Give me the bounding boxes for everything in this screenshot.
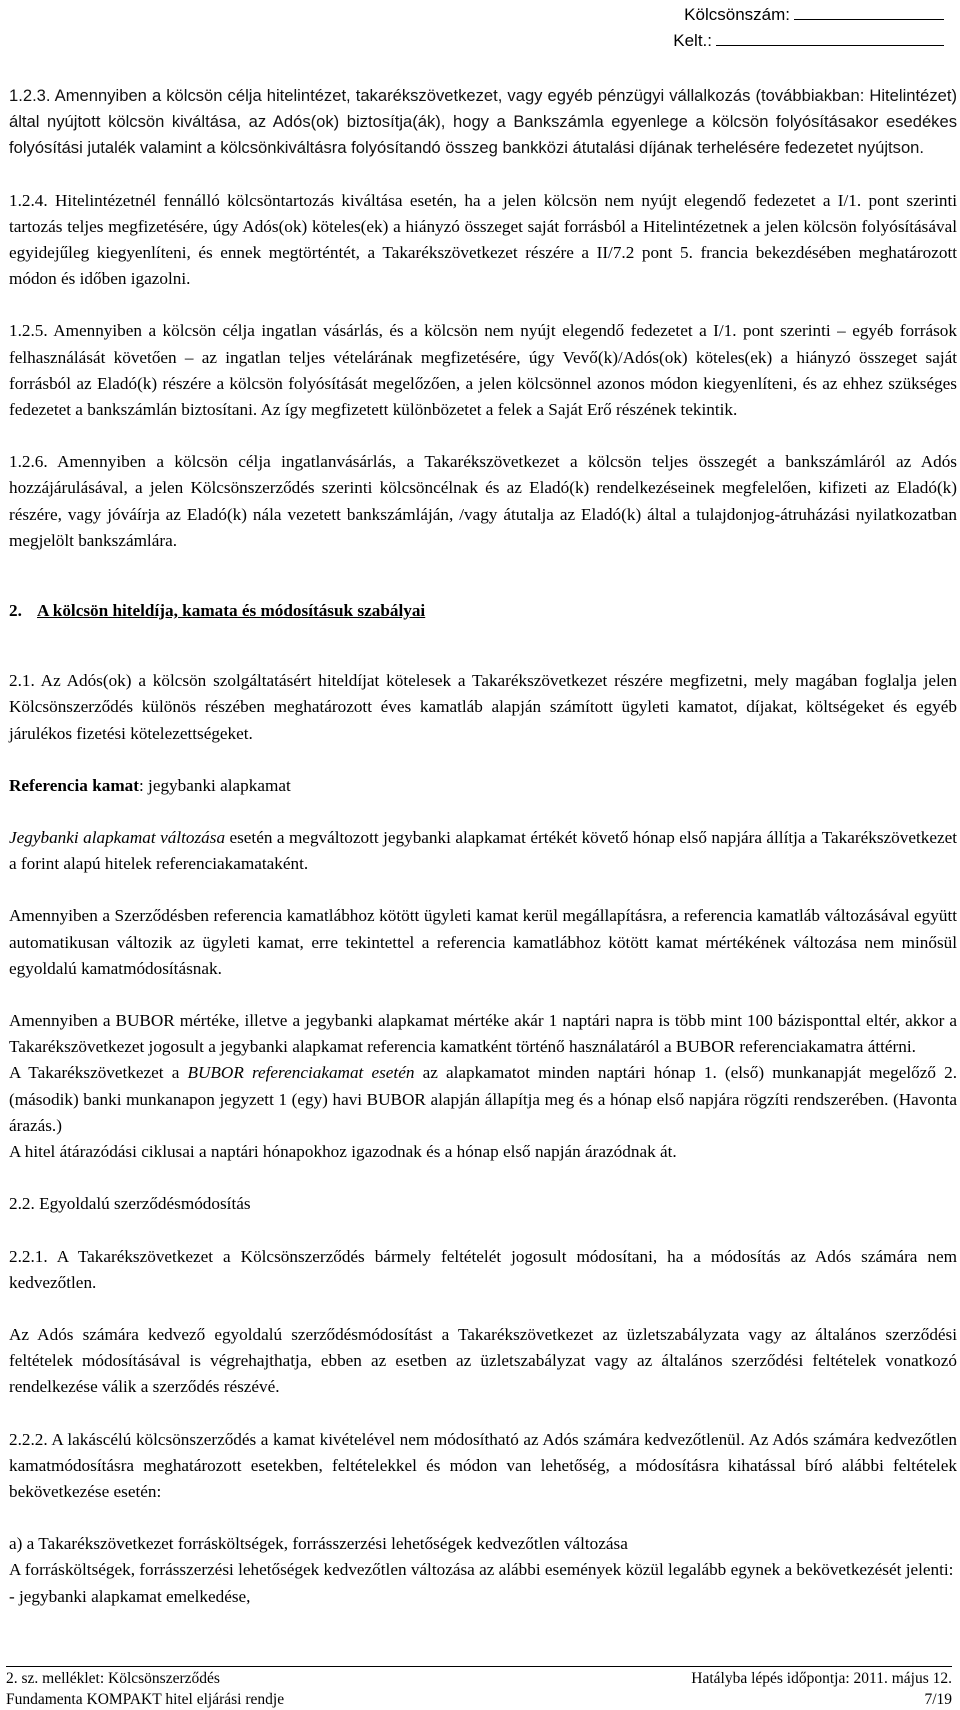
- bubor-pricing-post: az alapkamatot minden naptári hónap 1. (első) munkanapját megelőző 2. (második) banki munkanapon jegyzett 1 (egy) havi BUBOR alapján állapítja meg és a hónap első napjára rögzíti rendszerében. (Havonta árazás.): [9, 1063, 957, 1135]
- list-item-dash: - jegybanki alapkamat emelkedése,: [9, 1586, 251, 1606]
- reference-rate-label: Referencia kamat: [9, 775, 139, 795]
- paragraph-favorable-modification: Az Adós számára kedvező egyoldalú szerződésmódosítást a Takarékszövetkezet az üzletszabályzata vagy az általános szerződési feltételek módosításával is végrehajthatja, ebben az esetben az üzletszabályzat vagy az általános szerződési feltételek vonatkozó rendelkezése válik a szerződés részévé.: [9, 1324, 957, 1397]
- section-2-heading: [9, 598, 957, 624]
- footer-effective-date: Hatályba lépés időpontja: 2011. május 12.: [691, 1670, 952, 1687]
- base-rate-change-text: esetén a megváltozott jegybanki alapkamat értékét követő hónap első napjára állítja a Takarékszövetkezet a forint alapú hitelek referenciakamataként.: [9, 828, 957, 874]
- base-rate-change-term: Jegybanki alapkamat változása: [9, 828, 226, 848]
- paragraph-1-2-4: 1.2.4. Hitelintézetnél fennálló kölcsöntartozás kiváltása esetén, ha a jelen kölcsön nem nyújt elegendő fedezetet a I/1. pont szerinti tartozás teljes megfizetésére, úgy Adós(ok) köteles(ek) a hiányzó összeget saját forrásból a Hitelintézetnek a jelen kölcsön folyósításával egyidejűleg kiegyenlíteni, és ennek megtörténtét, a Takarékszövetkezet részére a II/7.2 pont 5. francia bekezdésében meghatározott módon és időben igazolni.: [9, 190, 957, 289]
- bubor-pricing-term: BUBOR referenciakamat esetén: [187, 1063, 415, 1083]
- loan-number-blank: [794, 3, 944, 20]
- paragraph-reference-rate-contract: Amennyiben a Szerződésben referencia kamatlábhoz kötött ügyleti kamat kerül megállapításra, a referencia kamatláb változásával együtt automatikusan változik az ügyleti kamat, erre tekintettel a referencia kamatlábhoz kötött kamat mértékének változása nem minősül egyoldalú kamatmódosításnak.: [9, 906, 957, 978]
- paragraph-bubor-switch: Amennyiben a BUBOR mértéke, illetve a jegybanki alapkamat mértéke akár 1 naptári napra is több mint 100 bázisponttal eltér, akkor a Takarékszövetkezet jogosult a jegybanki alapkamat referencia kamatként történő használatáról a BUBOR referenciakamatra áttérni.: [9, 1011, 957, 1057]
- paragraph-2-2-2: 2.2.2. A lakáscélú kölcsönszerződés a kamat kivételével nem módosítható az Adós számára kedvezőtlenül. Az Adós számára kedvezőtlen kamatmódosításra meghatározott esetekben, feltételekkel és módon van lehetőség, a módosításra kihatással bíró alábbi feltételek bekövetkezése esetén:: [9, 1429, 957, 1501]
- bubor-pricing-pre: A Takarékszövetkezet a: [9, 1063, 188, 1083]
- reference-rate-value: : jegybanki alapkamat: [138, 775, 291, 795]
- document-body: [9, 83, 957, 1610]
- document-footer: [6, 1666, 952, 1710]
- section-2-title: A kölcsön hiteldíja, kamata és módosításuk szabályai: [37, 601, 426, 621]
- paragraph-bubor-pricing: [9, 1060, 957, 1139]
- footer-attachment: 2. sz. melléklet: Kölcsönszerződés: [6, 1670, 220, 1687]
- date-label: Kelt.:: [673, 31, 712, 50]
- list-item-a-description: A forrásköltségek, forrásszerzési lehetőségek kedvezőtlen változása az alábbi események közül legalább egynek a bekövetkezését jelenti:: [9, 1560, 954, 1580]
- document-header: [644, 2, 944, 54]
- date-blank: [716, 29, 944, 46]
- paragraph-2-2-1: 2.2.1. A Takarékszövetkezet a Kölcsönszerződés bármely feltételét jogosult módosítani, ha a módosítás az Adós számára nem kedvezőtlen.: [9, 1246, 957, 1292]
- footer-procedure-title: Fundamenta KOMPAKT hitel eljárási rendje: [6, 1691, 285, 1708]
- reference-rate-line: [9, 773, 957, 799]
- footer-row-2: [6, 1689, 952, 1710]
- heading-2-2: 2.2. Egyoldalú szerződésmódosítás: [9, 1194, 251, 1214]
- footer-row-1: [6, 1666, 952, 1689]
- paragraph-1-2-3: 1.2.3. Amennyiben a kölcsön célja hitelintézet, takarékszövetkezet, vagy egyéb pénzügyi vállalkozás (továbbiakban: Hitelintézet) által nyújtott kölcsön kiváltása, az Adós(ok) biztosítja(ák), hogy a Bankszámla egyenlege a kölcsön folyósításakor esedékes folyósítási jutalék valamint a kölcsönkiváltásra folyósítandó összeg bankközi átutalási díjának terhelésére fedezetet nyújtson.: [9, 86, 957, 158]
- section-2-number: 2.: [9, 601, 22, 621]
- paragraph-repricing-cycle: A hitel átárazódási ciklusai a naptári hónapokhoz igazodnak és a hónap első napján árazódnak át.: [9, 1142, 677, 1162]
- date-row: [644, 28, 944, 54]
- list-item-a: a) a Takarékszövetkezet forrásköltségek, forrásszerzési lehetőségek kedvezőtlen változása: [9, 1534, 628, 1554]
- paragraph-1-2-5: 1.2.5. Amennyiben a kölcsön célja ingatlan vásárlás, és a kölcsön nem nyújt elegendő fedezetet a I/1. pont szerinti – egyéb források felhasználását követően – az ingatlan teljes vételárának megfizetésére, úgy Vevő(k)/Adós(ok) köteles(ek) a hiányzó összeget saját forrásból az Eladó(k) részére a kölcsön folyósítását megelőzően, a jelen kölcsönnel azonos módon kiegyenlíteni, és az ehhez szükséges fedezetet a bankszámlán biztosítani. Az így megfizetett különbözetet a felek a Saját Erő részének tekintik.: [9, 321, 957, 420]
- footer-page-number: 7/19: [924, 1691, 952, 1708]
- loan-number-row: [644, 2, 944, 28]
- paragraph-1-2-6: 1.2.6. Amennyiben a kölcsön célja ingatlanvásárlás, a Takarékszövetkezet a kölcsön teljes összegét a bankszámláról az Adós hozzájárulásával, a jelen Kölcsönszerződés szerinti kölcsöncélnak és az Eladó(k) rendelkezéseinek megfelelően, kifizeti az Eladó(k) részére, vagy jóváírja az Eladó(k) nála vezetett bankszámláján, /vagy átutalja az Eladó(k) által a tulajdonjog-átruházási nyilatkozatban megjelölt bankszámlára.: [9, 452, 957, 550]
- paragraph-2-1: 2.1. Az Adós(ok) a kölcsön szolgáltatásért hiteldíjat kötelesek a Takarékszövetkezet részére megfizetni, mely magában foglalja jelen Kölcsönszerződés különös részében meghatározott éves kamatláb alapján számított ügyleti kamatot, díjakat, költségeket és egyéb járulékos fizetési kötelezettségeket.: [9, 671, 957, 743]
- loan-number-label: Kölcsönszám:: [684, 5, 790, 24]
- base-rate-change-paragraph: [9, 825, 957, 877]
